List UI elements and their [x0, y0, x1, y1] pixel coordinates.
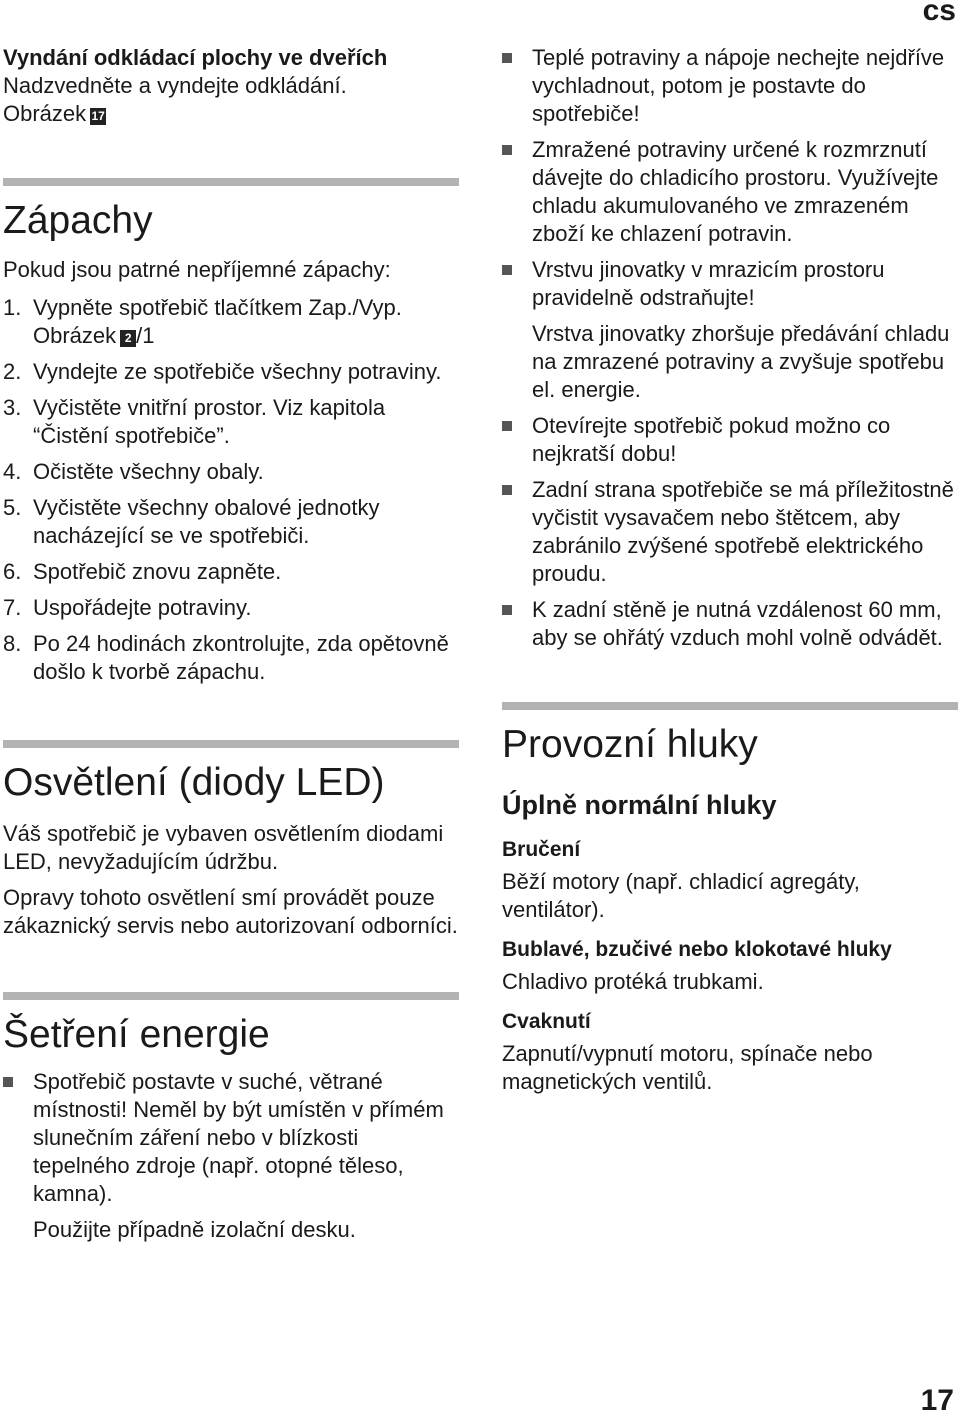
step-8 [3, 630, 459, 686]
bullet-square-icon [502, 145, 512, 155]
bullet-square-icon [502, 421, 512, 431]
noises-title: Provozní hluky [502, 723, 758, 766]
bullet-text: Zmražené potraviny určené k rozmrznutí dávejte do chladicího prostoru. Využívejte chladu akumulovaného ve zmrazeném zboží ke chlazení potravin. [532, 137, 939, 246]
tip-bullet-4 [502, 412, 958, 468]
energy-bullet-note: Použijte případně izolační desku. [33, 1217, 356, 1242]
step-number: 2. [3, 359, 22, 384]
odors-steps [3, 294, 459, 686]
step-number: 5. [3, 495, 22, 520]
step-number: 7. [3, 595, 22, 620]
bullet-square-icon [502, 605, 512, 615]
figure-ref-icon: 2 [120, 330, 136, 347]
tip-bullet-1 [502, 44, 958, 128]
bullet-text: Vrstvu jinovatky v mrazicím prostoru pravidelně odstraňujte! [532, 257, 885, 310]
tip-bullet-2 [502, 136, 958, 248]
step-number: 3. [3, 395, 22, 420]
noise-heading: Bublavé, bzučivé nebo klokotavé hluky [502, 938, 892, 961]
bullet-square-icon [502, 485, 512, 495]
bullet-square-icon [502, 265, 512, 275]
led-title: Osvětlení (diody LED) [3, 761, 385, 804]
odors-title: Zápachy [3, 199, 153, 242]
bullet-square-icon [3, 1077, 13, 1087]
odors-intro: Pokud jsou patrné nepříjemné zápachy: [3, 257, 391, 282]
noise-heading: Bručení [502, 838, 581, 861]
tip-bullet-6 [502, 596, 958, 652]
step-text: Vypněte spotřebič tlačítkem Zap./Vyp. [33, 295, 402, 320]
bullet-text: Teplé potraviny a nápoje nechejte nejdříve vychladnout, potom je postavte do spotřebiče! [532, 45, 945, 126]
noise-text: Běží motory (např. chladicí agregáty, ventilátor). [502, 869, 860, 922]
door-shelf-figure [3, 100, 459, 128]
noise-text: Zapnutí/vypnutí motoru, spínače nebo magnetických ventilů. [502, 1041, 873, 1094]
figure-label: Obrázek [33, 323, 117, 348]
tip-bullet-3 [502, 256, 958, 312]
energy-title: Šetření energie [3, 1013, 270, 1056]
noise-text: Chladivo protéká trubkami. [502, 969, 764, 994]
step-number: 8. [3, 631, 22, 656]
door-shelf-text: Nadzvedněte a vyndejte odkládání. [3, 73, 347, 98]
section-divider [3, 178, 459, 186]
bullet-square-icon [502, 53, 512, 63]
step-3 [3, 394, 459, 450]
step-1 [3, 294, 459, 350]
noise-heading: Cvaknutí [502, 1010, 591, 1033]
step-text: Vyčistěte vnitřní prostor. Viz kapitola “Čistění spotřebiče”. [33, 395, 386, 448]
step-text: Vyndejte ze spotřebiče všechny potraviny. [33, 359, 442, 384]
figure-label: Obrázek [3, 101, 87, 126]
step-number: 6. [3, 559, 22, 584]
section-divider [3, 992, 459, 1000]
frost-note: Vrstva jinovatky zhoršuje předávání chladu na zmrazené potraviny a zvyšuje spotřebu el. energie. [532, 321, 950, 402]
bullet-text: K zadní stěně je nutná vzdálenost 60 mm, aby se ohřátý vzduch mohl volně odvádět. [532, 597, 943, 650]
step-text: Uspořádejte potraviny. [33, 595, 252, 620]
tip-bullet-5 [502, 476, 958, 588]
left-column [3, 44, 459, 1244]
right-column [502, 44, 958, 1096]
step-5 [3, 494, 459, 550]
language-code: cs [922, 0, 956, 27]
section-divider [3, 740, 459, 748]
door-shelf-title: Vyndání odkládací plochy ve dveřích [3, 45, 388, 70]
bullet-text: Spotřebič postavte v suché, větrané místnosti! Neměl by být umístěn v přímém slunečním záření nebo v blízkosti tepelného zdroje (např. otopné těleso, kamna). [33, 1069, 444, 1206]
page-number: 17 [920, 1384, 954, 1417]
bullet-text: Otevírejte spotřebič pokud možno co nejkratší dobu! [532, 413, 891, 466]
figure-ref-icon: 17 [91, 109, 105, 123]
step-text: Vyčistěte všechny obalové jednotky nacházející se ve spotřebiči. [33, 495, 380, 548]
step-6 [3, 558, 459, 586]
step-text: Spotřebič znovu zapněte. [33, 559, 282, 584]
bullet-text: Zadní strana spotřebiče se má příležitostně vyčistit vysavačem nebo štětcem, aby zabránilo zvýšené spotřebě elektrického proudu. [532, 477, 954, 586]
figure-suffix: /1 [136, 323, 155, 348]
step-text: Po 24 hodinách zkontrolujte, zda opětovně došlo k tvorbě zápachu. [33, 631, 449, 684]
noises-subtitle: Úplně normální hluky [502, 790, 777, 820]
step-figure [33, 322, 459, 350]
led-paragraph-2: Opravy tohoto osvětlení smí provádět pouze zákaznický servis nebo autorizovaní odborníci. [3, 885, 458, 938]
step-7 [3, 594, 459, 622]
section-divider [502, 702, 958, 710]
step-4 [3, 458, 459, 486]
energy-bullet [3, 1068, 459, 1208]
step-text: Očistěte všechny obaly. [33, 459, 264, 484]
step-number: 4. [3, 459, 22, 484]
step-2 [3, 358, 459, 386]
step-number: 1. [3, 295, 22, 320]
led-paragraph-1: Váš spotřebič je vybaven osvětlením diodami LED, nevyžadujícím údržbu. [3, 821, 444, 874]
